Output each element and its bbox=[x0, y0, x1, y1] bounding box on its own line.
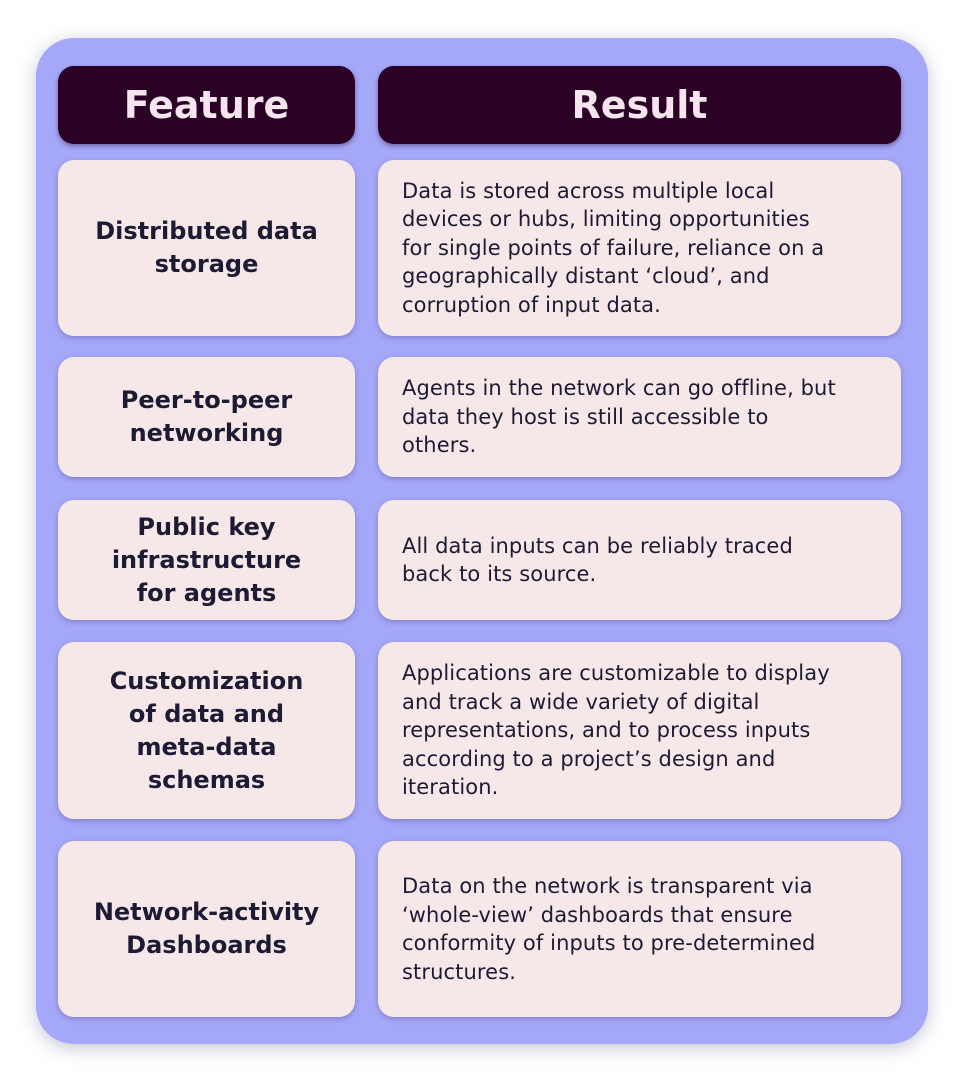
result-cell-public-key bbox=[378, 500, 901, 620]
feature-cell-dashboards bbox=[58, 841, 355, 1017]
result-text: Data is stored across multiple local devices or hubs, limiting opportunities for single points of failure, reliance on a geographically distant ‘cloud’, and corruption of input data. bbox=[402, 178, 825, 317]
feature-label: Public key infrastructure for agents bbox=[111, 512, 302, 607]
feature-column-header bbox=[58, 66, 355, 144]
feature-label: Network-activity Dashboards bbox=[93, 898, 320, 959]
result-cell-dashboards bbox=[378, 841, 901, 1017]
result-text: Agents in the network can go offline, but data they host is still accessible to others. bbox=[402, 376, 836, 458]
feature-label: Peer-to-peer networking bbox=[120, 386, 293, 447]
result-text: Applications are customizable to display and track a wide variety of digital representations, and to process inputs according to a project’s design and iteration. bbox=[402, 661, 830, 800]
feature-label: Distributed data storage bbox=[95, 217, 318, 278]
result-header-label: Result bbox=[571, 83, 708, 127]
result-cell-distributed-storage bbox=[378, 160, 901, 336]
result-column-header bbox=[378, 66, 901, 144]
result-text: Data on the network is transparent via ‘whole-view’ dashboards that ensure conformity of inputs to pre-determined structures. bbox=[402, 874, 816, 984]
result-cell-peer-to-peer bbox=[378, 357, 901, 477]
feature-cell-peer-to-peer bbox=[58, 357, 355, 477]
feature-header-label: Feature bbox=[123, 83, 290, 127]
feature-cell-distributed-storage bbox=[58, 160, 355, 336]
feature-label: Customization of data and meta-data schemas bbox=[109, 666, 304, 794]
feature-cell-customization bbox=[58, 642, 355, 819]
feature-cell-public-key bbox=[58, 500, 355, 620]
result-cell-customization bbox=[378, 642, 901, 819]
result-text: All data inputs can be reliably traced back to its source. bbox=[402, 533, 793, 586]
